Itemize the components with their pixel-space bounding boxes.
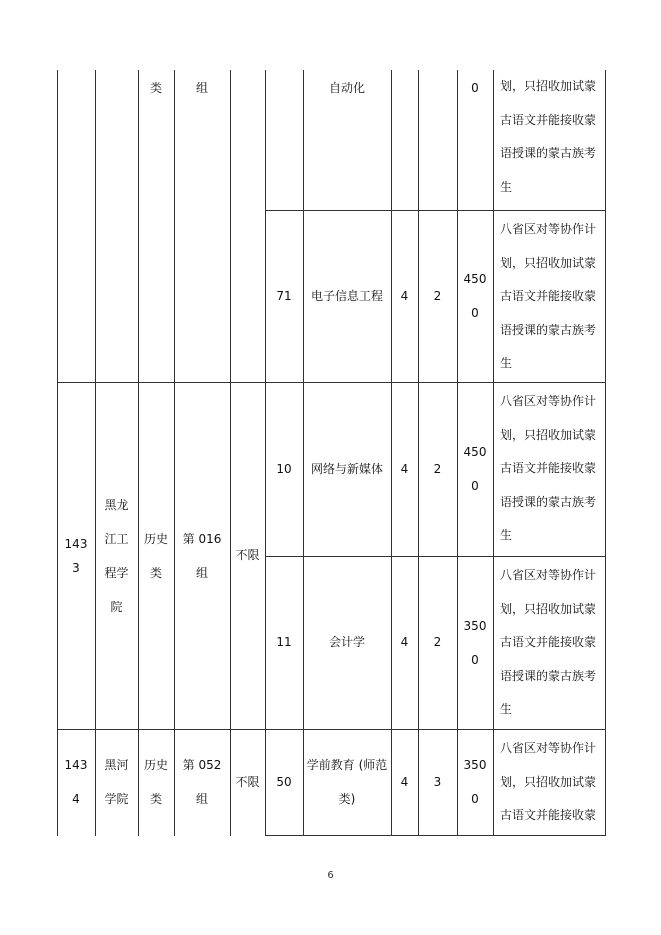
fee-cell: 350 0 [463,618,487,667]
plan-cell: 2 [433,635,442,649]
plan-cell: 3 [433,774,442,789]
group-cell: 第 052 组 [182,758,222,806]
major-code-cell: 11 [276,635,292,649]
page-number: 6 [327,870,334,881]
major-cell: 电子信息工程 [310,288,383,303]
school-name-cell: 黑龙 江工 程学 院 [104,497,129,614]
subject-cell: 历史 类 [143,531,168,580]
limit-cell: 不限 [235,774,260,789]
group-cell: 第 016 组 [182,531,222,580]
major-code-cell: 10 [276,461,292,476]
note-cell: 八省区对等协作计 划，只招收加试蒙 古语文并能接收蒙 语授课的蒙古族考 生 [500,222,597,370]
major-cell: 网络与新媒体 [310,461,383,476]
major-code-cell: 50 [276,774,292,789]
note-cell: 八省区对等协作计 划，只招收加试蒙 古语文并能接收蒙 [500,741,597,822]
major-cell: 自动化 [328,81,365,95]
school-name-cell: 黑河 学院 [104,758,129,806]
major-cell: 会计学 [328,635,365,649]
plan-cell: 2 [433,461,442,476]
group-cell: 组 [195,81,208,95]
major-cell: 学前教育 (师范 类) [306,758,388,806]
years-cell: 4 [400,288,409,303]
years-cell: 4 [400,635,409,649]
fee-cell: 0 [471,81,479,95]
years-cell: 4 [400,461,409,476]
limit-cell: 不限 [235,548,260,562]
fee-cell: 450 0 [463,272,487,320]
school-code-cell: 143 4 [64,758,88,806]
fee-cell: 450 0 [463,445,487,493]
plan-cell: 2 [433,288,442,303]
school-code-cell: 143 3 [64,536,88,575]
major-code-cell: 71 [276,288,292,303]
years-cell: 4 [400,774,409,789]
subject-cell: 历史 类 [143,758,168,806]
note-cell: 划，只招收加试蒙 古语文并能接收蒙 语授课的蒙古族考 生 [500,79,597,194]
fee-cell: 350 0 [463,758,487,806]
note-cell: 八省区对等协作计 划，只招收加试蒙 古语文并能接收蒙 语授课的蒙古族考 生 [500,568,597,716]
note-cell: 八省区对等协作计 划，只招收加试蒙 古语文并能接收蒙 语授课的蒙古族考 生 [500,394,597,542]
subject-cell: 类 [149,81,162,95]
table-border [605,70,606,836]
